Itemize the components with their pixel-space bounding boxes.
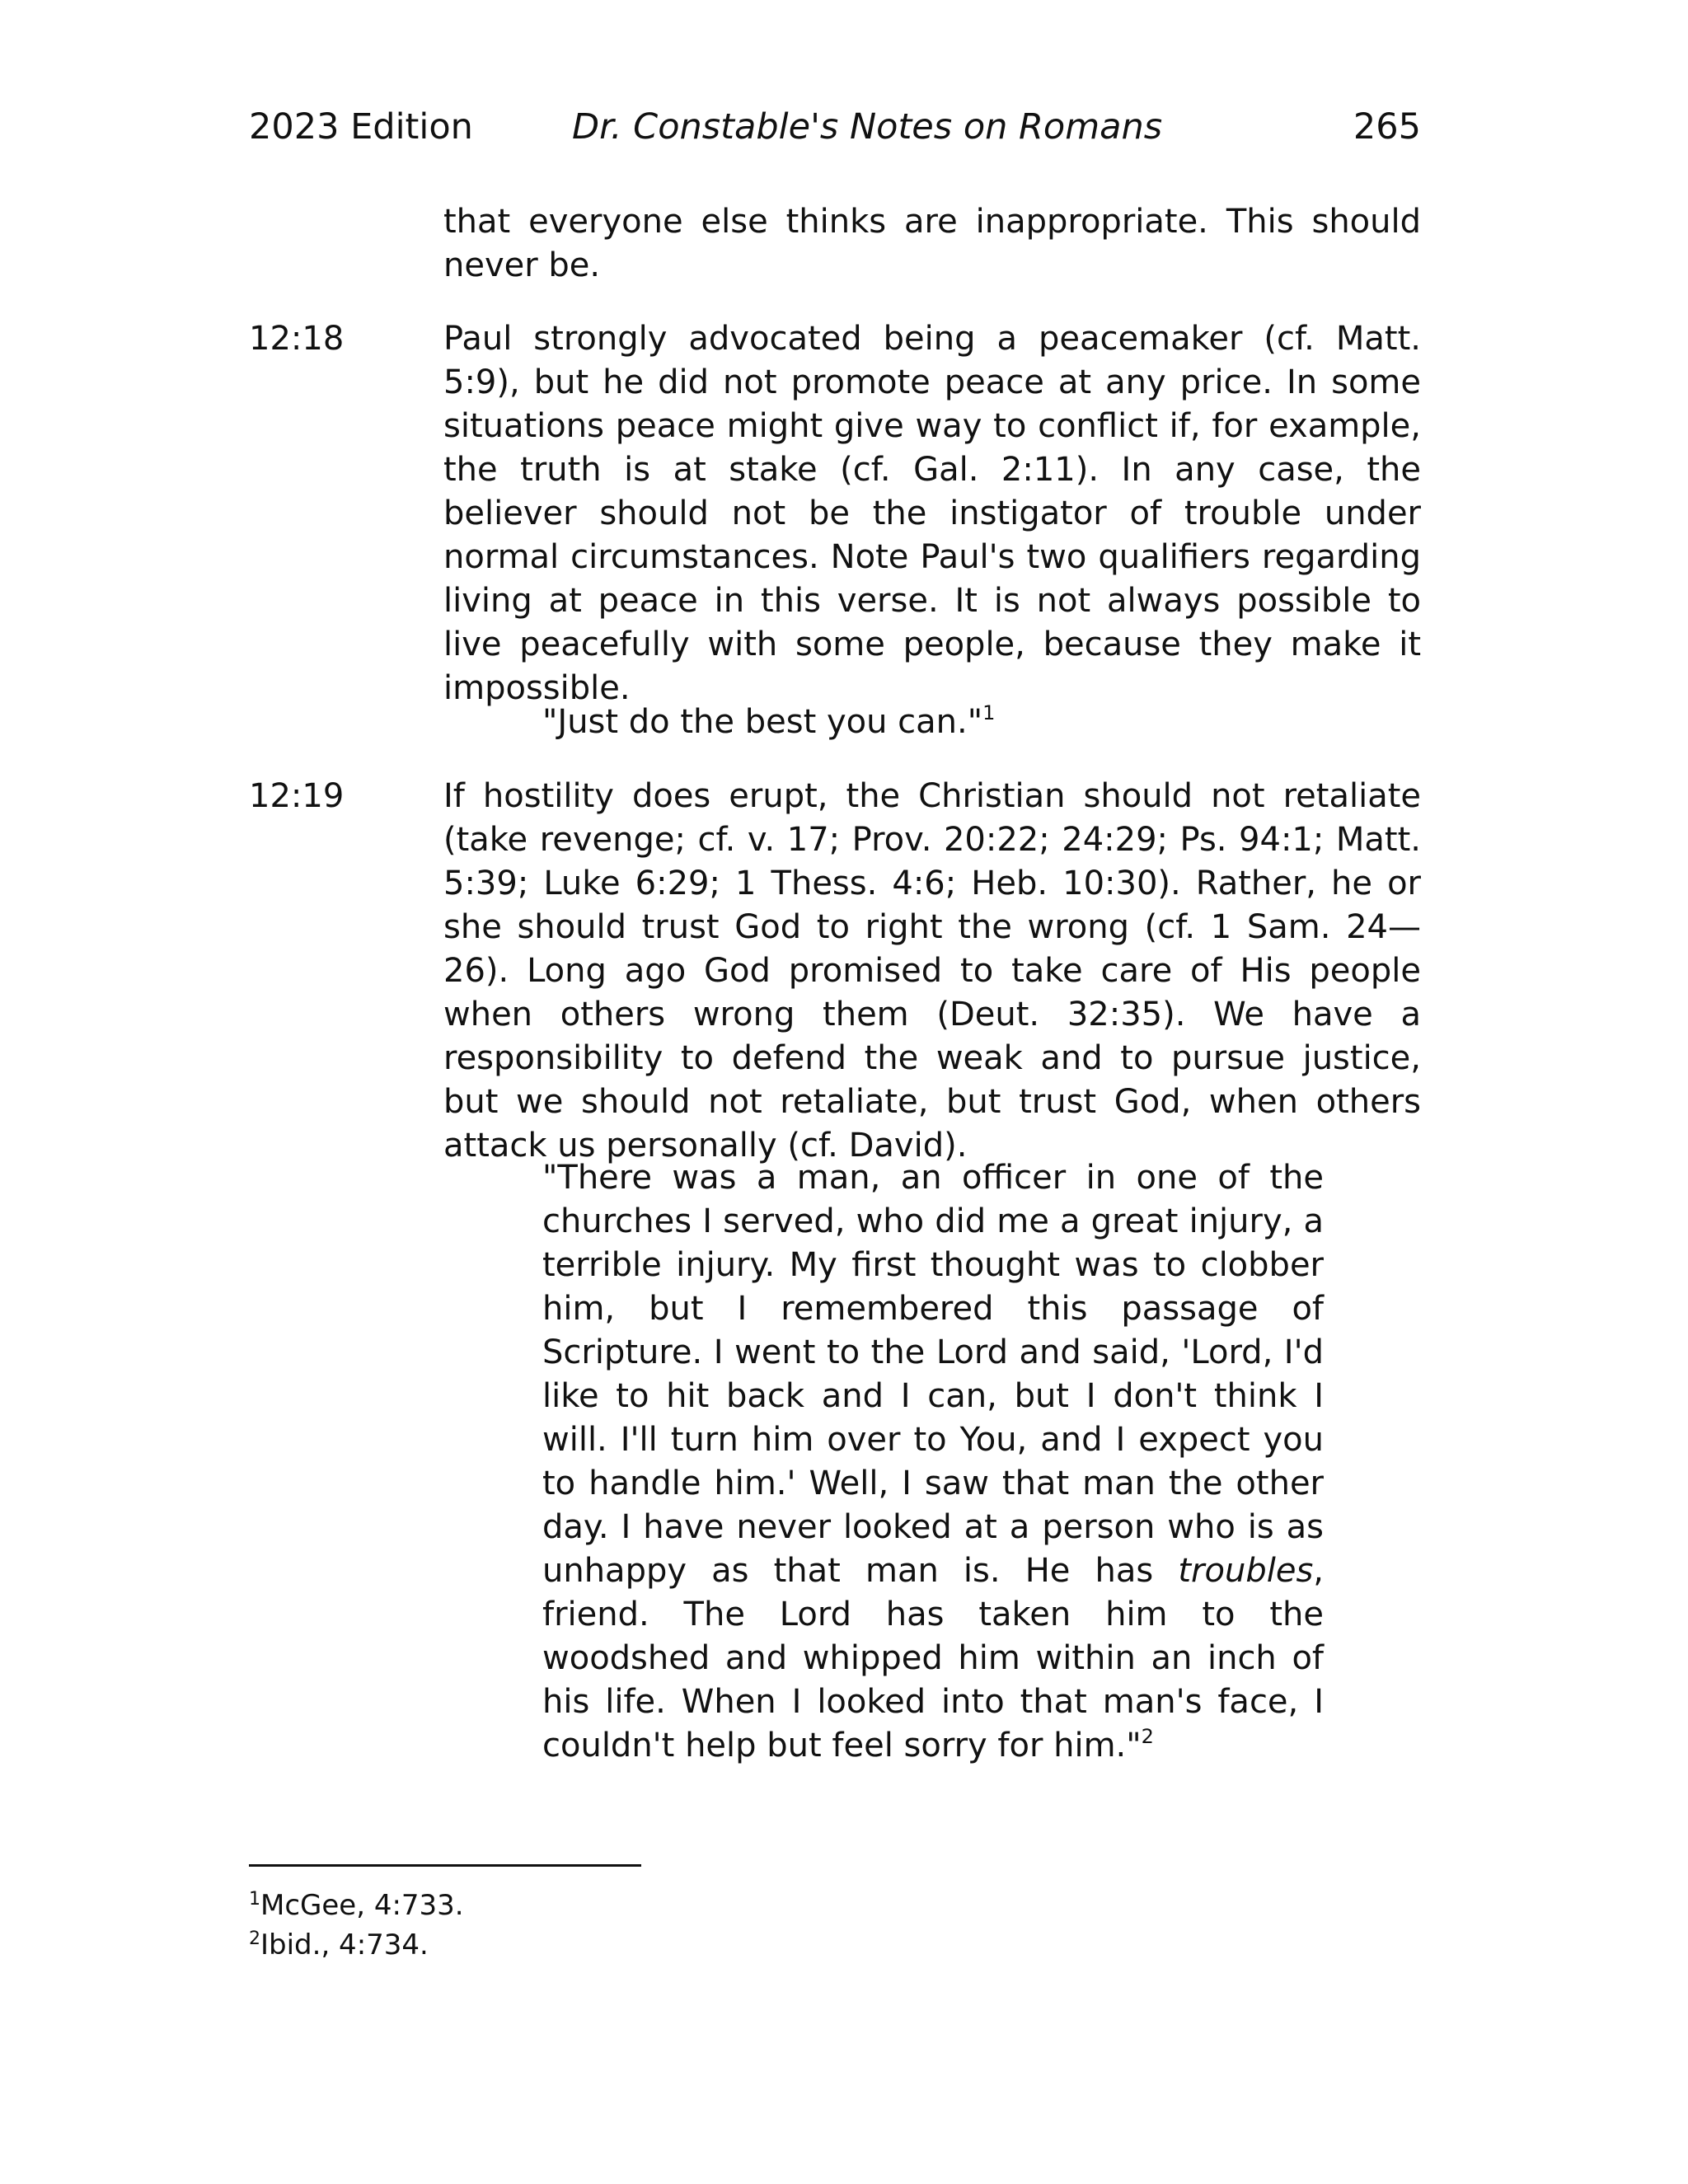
commentary-paragraph-12-19: If hostility does erupt, the Christian should not retaliate (take revenge; cf. v. 17; Prov. 20:22; 24:29; Ps. 94:1; Matt. 5:39; Luke 6:29; 1 Thess. 4:6; Heb. 10:30). Rather, he or she should trust God to right the wrong (cf. 1 Sam. 24—26). Long ago God promised to take care of His people when others wrong them (Deut. 32:35). We have a responsibility to defend the weak and to pursue justice, but we should not retaliate, but trust God, when others attack us personally (cf. David). [443,777,1421,1165]
block-quote-text-1: "There was a man, an officer in one of the churches I served, who did me a great injury, a terrible injury. My first thought was to clobber him, but I remembered this passage of Scripture. I went to the Lord and said, 'Lord, I'd like to hit back and I can, but I don't think I will. I'll turn him over to You, and I expect you to handle him.' Well, I saw that man the other day. I have never looked at a person who is as unhappy as that man is. He has [542,1159,1324,1590]
block-quote [542,1156,1324,1768]
footnote-mark-2: 2 [249,1929,260,1949]
footnote-text-1: McGee, 4:733. [260,1889,464,1922]
footnote-mark-1: 1 [249,1889,260,1910]
book-title: Dr. Constable's Notes on Romans [572,106,1163,148]
footnotes [249,1886,464,1965]
verse-ref-12-18: 12:18 [249,320,345,358]
block-quote-emphasis: troubles [1178,1552,1314,1590]
footnote-ref-2[interactable]: 2 [1141,1725,1154,1748]
page-header [249,102,1421,152]
short-quote-text: "Just do the best you can." [542,703,983,741]
footnote-ref-1[interactable]: 1 [982,701,996,724]
block-quote-text-2: , friend. The Lord has taken him to the woodshed and whipped him within an inch of his life. When I looked into that man's face, I couldn't help but feel sorry for him." [542,1552,1324,1765]
continuation-paragraph: that everyone else thinks are inappropriate. This should never be. [443,203,1421,284]
footnote-divider [249,1864,641,1867]
footnote-text-2: Ibid., 4:734. [260,1929,429,1961]
edition-label: 2023 Edition [249,106,473,148]
commentary-paragraph-12-18: Paul strongly advocated being a peacemaker (cf. Matt. 5:9), but he did not promote peace at any price. In some situations peace might give way to conflict if, for example, the truth is at stake (cf. Gal. 2:11). In any case, the believer should not be the instigator of trouble under normal circumstances. Note Paul's two qualifiers regarding living at peace in this verse. It is not always possible to live peacefully with some people, because they make it impossible. [443,320,1421,707]
short-quote [542,701,995,744]
verse-ref-12-19: 12:19 [249,777,345,815]
footnote-2 [249,1925,464,1965]
footnote-1 [249,1886,464,1925]
page-number: 265 [1353,106,1421,148]
